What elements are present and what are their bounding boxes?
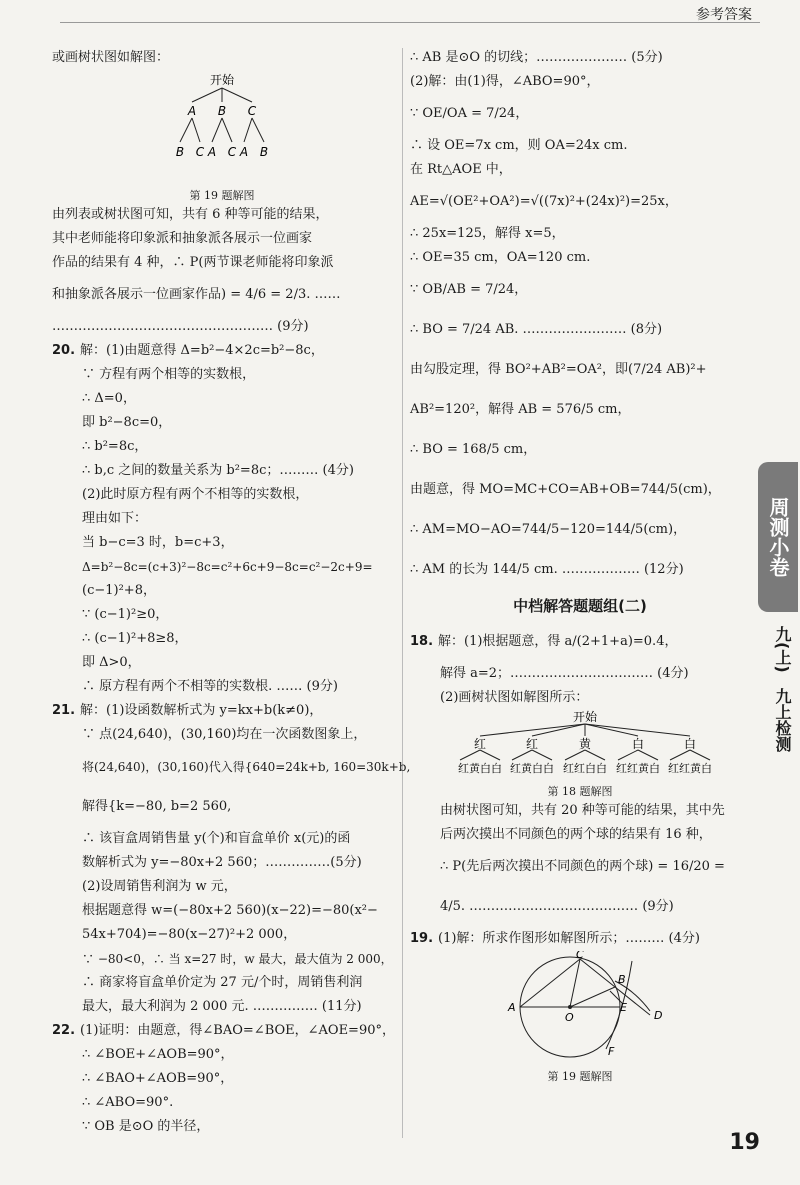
tree-leaf: C (227, 145, 237, 159)
figure-caption: 第 19 题解图 (189, 189, 255, 202)
side-exam: 九上检测 (773, 688, 792, 752)
text-line: ∴ 25x=125，解得 x=5， (410, 226, 565, 241)
tree-figure-18 (410, 710, 750, 799)
text-line: ∴ AM 的长为 144/5 cm. ……………… (12分) (410, 562, 684, 577)
text-line: (1)解：所求作图形如解图所示；……… (4分) (438, 931, 700, 946)
text-line: ∵ OB/AB = 7/24， (410, 282, 528, 297)
text-line: ∴ b²=8c， (82, 439, 148, 454)
point-label: B (618, 973, 626, 986)
tree-node: 白 (683, 737, 697, 751)
text-line: ∴ (c−1)²+8≥8， (82, 631, 188, 646)
tree-node: 红 (473, 737, 487, 751)
text-line: 即 Δ>0， (82, 655, 141, 670)
text-line: ∵ 点(24,640)，(30,160)均在一次函数图象上， (82, 727, 367, 742)
tree-leaf: A (207, 145, 217, 159)
tree-leaf: C (195, 145, 205, 159)
text-line: 由列表或树状图可知，共有 6 种等可能的结果， (52, 207, 329, 222)
tree-root: 开始 (209, 73, 235, 87)
text-line: ∴ OE=35 cm，OA=120 cm. (410, 250, 591, 265)
tree-leaf: B (259, 145, 269, 159)
text-line: ∴ AB 是⊙O 的切线；………………… (5分) (410, 50, 663, 65)
text-line: 54x+704)=−80(x−27)²+2 000， (82, 927, 297, 942)
text-line: 由树状图可知，共有 20 种等可能的结果，其中先 (440, 803, 725, 818)
text-line: ∴ 该盲盒周销售量 y(个)和盲盒单价 x(元)的函 (82, 831, 351, 846)
tree-leaf: 红黄白白 (510, 762, 554, 775)
text-line: ∴ 设 OE=7x cm，则 OA=24x cm. (410, 138, 628, 153)
question-20-line (52, 339, 392, 363)
point-label: A (508, 1001, 516, 1014)
text-line: ∵ OE/OA = 7/24， (410, 106, 529, 121)
text-line: 解：(1)由题意得 Δ=b²−4×2c=b²−8c， (80, 343, 324, 358)
text-line: 其中老师能将印象派和抽象派各展示一位画家 (52, 231, 313, 246)
column-divider (402, 48, 403, 1138)
text-line: 解得 a=2；…………………………… (4分) (440, 666, 689, 681)
point-label: F (608, 1045, 615, 1058)
text-line: 解：(1)根据题意，得 a/(2+1+a)=0.4， (438, 634, 678, 649)
text-line: 解得{k=−80, b=2 560, (82, 799, 232, 814)
tree-node: 黄 (578, 737, 592, 751)
figure-caption: 第 18 题解图 (547, 785, 613, 798)
text-line: ∴ ∠BOE+∠AOB=90°， (82, 1047, 234, 1062)
text-line: 后两次摸出不同颜色的两个球的结果有 16 种， (440, 827, 712, 842)
question-number: 20. (52, 343, 76, 358)
tree-root: 开始 (572, 710, 598, 724)
text-line: ∵ OB 是⊙O 的半径， (82, 1119, 210, 1134)
text-line: ∴ b,c 之间的数量关系为 b²=8c；……… (4分) (82, 463, 354, 478)
side-tab: 周测小卷 (758, 462, 798, 612)
text-line: (c−1)²+8， (82, 583, 156, 598)
text-line: (2)此时原方程有两个不相等的实数根， (82, 487, 309, 502)
text-line: 即 b²−8c=0， (82, 415, 172, 430)
question-19-line (410, 927, 750, 951)
tree-diagram (410, 710, 750, 776)
left-column (52, 46, 411, 1139)
text-line: ∵ 方程有两个相等的实数根， (82, 367, 256, 382)
question-number: 22. (52, 1023, 76, 1038)
text-line: (2)设周销售利润为 w 元， (82, 879, 237, 894)
text-line: ∵ (c−1)²≥0， (82, 607, 169, 622)
tree-leaf: 红红白白 (563, 762, 607, 775)
text-line: 当 b−c=3 时，b=c+3， (82, 535, 234, 550)
tree-node: C (247, 104, 257, 118)
text-line: ∴ P(先后两次摸出不同颜色的两个球) = 16/20 = (440, 859, 725, 874)
tree-figure-19 (52, 70, 392, 203)
point-label: E (620, 1001, 627, 1014)
text-line: 和抽象派各展示一位画家作品) = 4/6 = 2/3. …… (52, 287, 341, 302)
text-line: 将(24,640)，(30,160)代入得{640=24k+b, 160=30k+b, (82, 760, 411, 774)
text-line: 作品的结果有 4 种，∴ P(两节课老师能将印象派 (52, 255, 334, 270)
question-number: 21. (52, 703, 76, 718)
figure-caption: 第 19 题解图 (547, 1070, 613, 1083)
text-line: …………………………………………… (9分) (52, 319, 309, 334)
text-line: 最大，最大利润为 2 000 元. …………… (11分) (82, 999, 362, 1014)
text-line: ∴ BO = 7/24 AB. …………………… (8分) (410, 322, 663, 337)
tree-leaf: B (175, 145, 185, 159)
text-line: Δ=b²−8c=(c+3)²−8c=c²+6c+9−8c=c²−2c+9= (82, 560, 373, 574)
text-line: 根据题意得 w=(−80x+2 560)(x−22)=−80(x²− (82, 903, 378, 918)
tree-diagram (52, 70, 392, 180)
text-line: 在 Rt△AOE 中， (410, 162, 512, 177)
tree-leaf: 红红黄白 (616, 762, 660, 775)
point-label: O (565, 1011, 574, 1024)
text-line: ∵ −80<0，∴ 当 x=27 时，w 最大，最大值为 2 000， (82, 952, 393, 966)
question-21-line (52, 699, 392, 723)
text-line: 理由如下： (82, 511, 148, 526)
text-line: ∴ Δ=0， (82, 391, 136, 406)
question-number: 18. (410, 634, 434, 649)
section-heading: 中档解答题题组(二) (513, 597, 647, 615)
header-rule (60, 22, 760, 23)
text-line: (2)画树状图如解图所示： (440, 690, 589, 705)
side-grade: 九(上) (773, 626, 792, 673)
point-label: C (576, 951, 584, 961)
tree-leaf: A (239, 145, 249, 159)
page-number: 19 (729, 1130, 760, 1155)
text-line: ∴ BO = 168/5 cm， (410, 442, 537, 457)
point-label: D (654, 1009, 663, 1022)
text-line: ∴ ∠ABO=90°. (82, 1095, 174, 1110)
tree-leaf: 红红黄白 (668, 762, 712, 775)
tree-node: A (187, 104, 197, 118)
circle-figure-19 (410, 951, 750, 1084)
tree-node: B (217, 104, 227, 118)
tree-node: 红 (525, 737, 539, 751)
text-line: 4/5. ………………………………… (9分) (440, 899, 674, 914)
text-line: (2)解：由(1)得，∠ABO=90°， (410, 74, 600, 89)
text-line: 解：(1)设函数解析式为 y=kx+b(k≠0)， (80, 703, 323, 718)
text-line: ∴ AM=MO−AO=744/5−120=144/5(cm)， (410, 522, 687, 537)
geometry-diagram (410, 951, 750, 1061)
center-point (568, 1005, 572, 1009)
header-title: 参考答案 (696, 7, 752, 23)
question-number: 19. (410, 931, 434, 946)
tree-leaf: 红黄白白 (458, 762, 502, 775)
text-line: 或画树状图如解图： (52, 50, 170, 65)
right-column (410, 46, 750, 1084)
tree-node: 白 (631, 737, 645, 751)
text-line: 数解析式为 y=−80x+2 560；……………(5分) (82, 855, 362, 870)
text-line: 由题意，得 MO=MC+CO=AB+OB=744/5(cm)， (410, 482, 721, 497)
text-line: AB²=120²，解得 AB = 576/5 cm， (410, 402, 631, 417)
text-line: ∴ 原方程有两个不相等的实数根. …… (9分) (82, 679, 338, 694)
question-22-line (52, 1019, 395, 1043)
text-line: (1)证明：由题意，得∠BAO=∠BOE，∠AOE=90°， (80, 1023, 395, 1038)
text-line: ∴ 商家将盲盒单价定为 27 元/个时，周销售利润 (82, 975, 363, 990)
text-line: 由勾股定理，得 BO²+AB²=OA²，即(7/24 AB)²+ (410, 362, 707, 377)
question-18-line (410, 622, 750, 662)
text-line: ∴ ∠BAO+∠AOB=90°， (82, 1071, 234, 1086)
text-line: AE=√(OE²+OA²)=√((7x)²+(24x)²)=25x， (410, 194, 678, 209)
